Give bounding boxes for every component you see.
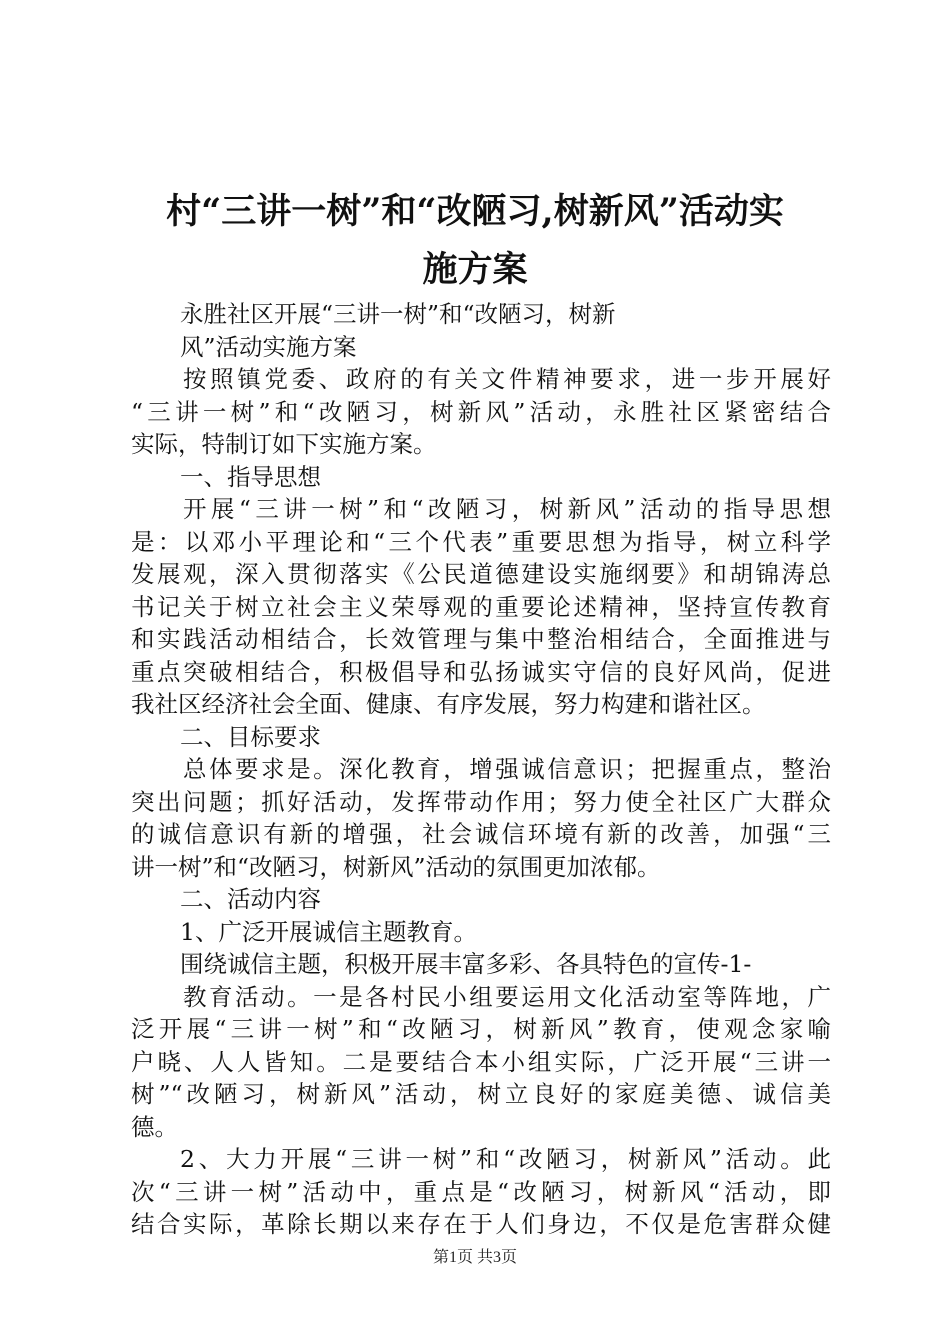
page-footer: 第1页 共3页: [432, 1249, 517, 1266]
text-line: 突出问题；抓好活动，发挥带动作用；努力使全社区广大群众: [131, 787, 831, 816]
text-line: 讲一树”和“改陋习，树新风”活动的氛围更加浓郁。: [131, 852, 661, 881]
text-line: 围绕诚信主题，积极开展丰富多彩、各具特色的宣传-1-: [180, 950, 752, 978]
text-line: 二、活动内容: [180, 885, 321, 913]
text-line: 风”活动实施方案: [180, 332, 357, 361]
text-line: 德。: [131, 1112, 178, 1141]
text-line: 重点突破相结合，积极倡导和弘扬诚实守信的良好风尚，促进: [131, 657, 831, 686]
text-line: 泛开展“三讲一树”和“改陋习，树新风”教育，使观念家喻: [131, 1015, 831, 1043]
text-line: 一、指导思想: [180, 462, 321, 491]
text-line: 1、广泛开展诚信主题教育。: [180, 917, 477, 946]
text-line: 我社区经济社会全面、健康、有序发展，努力构建和谐社区。: [131, 690, 766, 718]
text-line: 总体要求是。深化教育，增强诚信意识；把握重点，整治: [183, 755, 831, 783]
text-line: 的诚信意识有新的增强，社会诚信环境有新的改善，加强“三: [131, 820, 831, 848]
text-line: 户晓、人人皆知。二是要结合本小组实际，广泛开展“三讲一: [131, 1047, 831, 1076]
text-line: “三讲一树”和“改陋习，树新风”活动，永胜社区紧密结合: [131, 397, 831, 426]
title-line-1: 村“三讲一树”和“改陋习,树新风”活动实: [166, 191, 784, 232]
text-line: 2、大力开展“三讲一树”和“改陋习，树新风”活动。此: [180, 1145, 831, 1173]
text-line: 按照镇党委、政府的有关文件精神要求，进一步开展好: [183, 365, 831, 393]
text-line: 是：以邓小平理论和“三个代表”重要思想为指导，树立科学: [131, 527, 831, 556]
text-line: 书记关于树立社会主义荣辱观的重要论述精神，坚持宣传教育: [131, 592, 831, 621]
document-body: [131, 298, 831, 1241]
text-line: 开展“三讲一树”和“改陋习，树新风”活动的指导思想: [183, 495, 831, 523]
document-title: [120, 183, 830, 299]
title-line-2: 施方案: [422, 249, 528, 290]
text-line: 发展观，深入贯彻落实《公民道德建设实施纲要》和胡锦涛总: [131, 560, 831, 588]
text-line: 次“三讲一树”活动中，重点是“改陋习，树新风“活动，即: [131, 1177, 831, 1206]
text-line: 树”“改陋习，树新风”活动，树立良好的家庭美德、诚信美: [131, 1080, 831, 1108]
text-line: 实际，特制订如下实施方案。: [131, 430, 437, 458]
text-line: 二、目标要求: [180, 722, 321, 751]
text-line: 结合实际，革除长期以来存在于人们身边，不仅是危害群众健: [131, 1210, 831, 1238]
text-line: 教育活动。一是各村民小组要运用文化活动室等阵地，广: [183, 982, 831, 1011]
text-line: 永胜社区开展“三讲一树”和“改陋习，树新: [180, 300, 616, 328]
text-line: 和实践活动相结合，长效管理与集中整治相结合，全面推进与: [131, 625, 831, 653]
